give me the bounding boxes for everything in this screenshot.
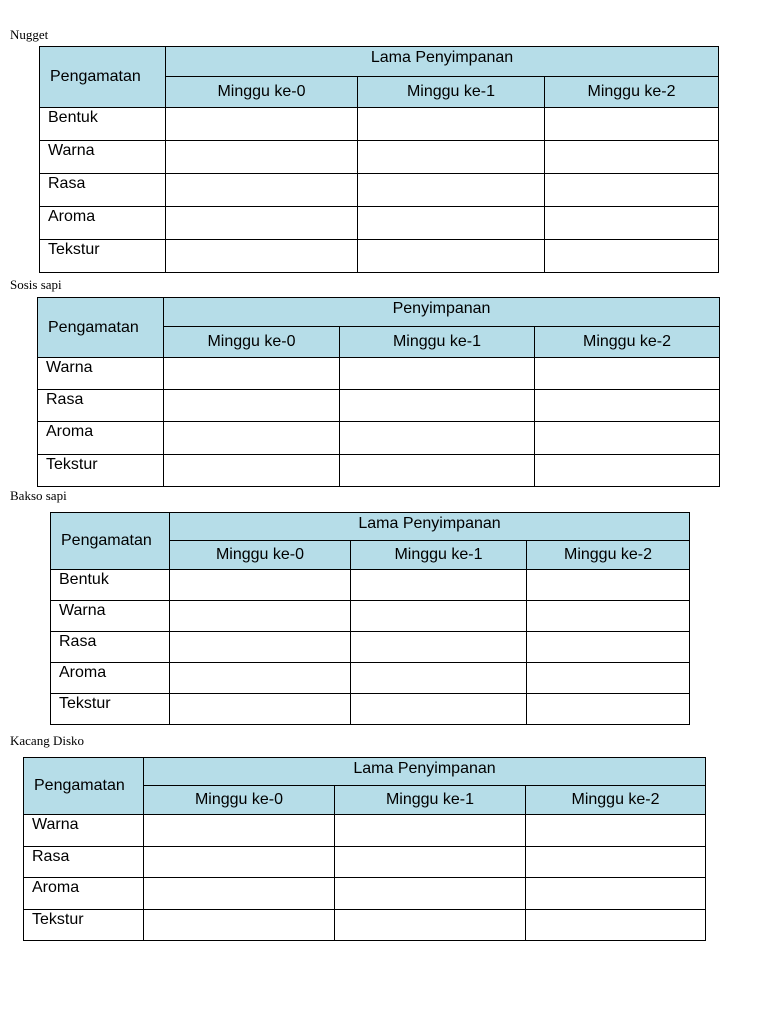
table-cell — [535, 455, 720, 487]
table-cell — [545, 207, 719, 240]
table-cell — [526, 910, 706, 941]
header-col: Minggu ke-1 — [358, 77, 545, 108]
row-label: Aroma — [51, 663, 170, 694]
table-cell — [170, 694, 351, 725]
header-group: Penyimpanan — [164, 298, 720, 327]
observation-table — [39, 46, 719, 273]
table-cell — [335, 815, 526, 847]
table-cell — [358, 240, 545, 273]
header-col: Minggu ke-1 — [351, 541, 527, 570]
table-cell — [144, 847, 335, 878]
header-col: Minggu ke-2 — [535, 327, 720, 358]
table-cell — [144, 878, 335, 910]
table-cell — [527, 570, 690, 601]
table-cell — [166, 174, 358, 207]
table-cell — [527, 694, 690, 725]
row-label: Tekstur — [38, 455, 164, 487]
table-cell — [166, 207, 358, 240]
table-cell — [170, 601, 351, 632]
table-cell — [144, 815, 335, 847]
table-cell — [545, 141, 719, 174]
header-col: Minggu ke-0 — [166, 77, 358, 108]
header-group: Lama Penyimpanan — [166, 47, 719, 77]
row-label: Rasa — [51, 632, 170, 663]
observation-table — [37, 297, 720, 487]
header-col: Minggu ke-2 — [545, 77, 719, 108]
table-cell — [358, 108, 545, 141]
table-cell — [164, 390, 340, 422]
header-group: Lama Penyimpanan — [170, 513, 690, 541]
header-col: Minggu ke-2 — [526, 786, 706, 815]
table-cell — [351, 601, 527, 632]
table-cell — [335, 847, 526, 878]
table-cell — [170, 663, 351, 694]
table-cell — [535, 390, 720, 422]
observation-table — [50, 512, 690, 725]
table-cell — [351, 663, 527, 694]
table-cell — [166, 108, 358, 141]
table-cell — [351, 570, 527, 601]
table-cell — [340, 358, 535, 390]
header-col: Minggu ke-0 — [170, 541, 351, 570]
table-cell — [166, 141, 358, 174]
header-col: Minggu ke-1 — [335, 786, 526, 815]
table-cell — [527, 663, 690, 694]
row-label: Warna — [38, 358, 164, 390]
section-caption: Sosis sapi — [10, 277, 62, 292]
table-cell — [340, 422, 535, 455]
row-label: Aroma — [40, 207, 166, 240]
table-cell — [166, 240, 358, 273]
table-cell — [358, 207, 545, 240]
table-cell — [351, 632, 527, 663]
table-cell — [527, 601, 690, 632]
observation-table — [23, 757, 706, 941]
header-group: Lama Penyimpanan — [144, 758, 706, 786]
section-caption: Kacang Disko — [10, 733, 85, 748]
section-caption: Bakso sapi — [10, 488, 67, 503]
row-label: Bentuk — [51, 570, 170, 601]
section-caption: Nugget — [10, 27, 49, 42]
table-cell — [164, 422, 340, 455]
table-cell — [545, 108, 719, 141]
row-label: Rasa — [38, 390, 164, 422]
header-pengamatan: Pengamatan — [40, 47, 166, 108]
row-label: Rasa — [24, 847, 144, 878]
row-label: Warna — [51, 601, 170, 632]
table-cell — [545, 174, 719, 207]
table-cell — [340, 455, 535, 487]
table-cell — [526, 847, 706, 878]
row-label: Aroma — [24, 878, 144, 910]
table-cell — [358, 141, 545, 174]
table-cell — [351, 694, 527, 725]
row-label: Warna — [24, 815, 144, 847]
row-label: Bentuk — [40, 108, 166, 141]
table-cell — [170, 632, 351, 663]
header-col: Minggu ke-0 — [164, 327, 340, 358]
table-cell — [164, 358, 340, 390]
table-cell — [526, 815, 706, 847]
table-cell — [144, 910, 335, 941]
table-cell — [170, 570, 351, 601]
row-label: Tekstur — [51, 694, 170, 725]
table-cell — [164, 455, 340, 487]
table-cell — [526, 878, 706, 910]
header-col: Minggu ke-2 — [527, 541, 690, 570]
table-cell — [340, 390, 535, 422]
table-cell — [335, 910, 526, 941]
table-cell — [335, 878, 526, 910]
table-cell — [535, 422, 720, 455]
header-pengamatan: Pengamatan — [38, 298, 164, 358]
table-cell — [527, 632, 690, 663]
table-cell — [358, 174, 545, 207]
row-label: Tekstur — [24, 910, 144, 941]
header-col: Minggu ke-1 — [340, 327, 535, 358]
header-pengamatan: Pengamatan — [24, 758, 144, 815]
row-label: Warna — [40, 141, 166, 174]
table-cell — [545, 240, 719, 273]
row-label: Aroma — [38, 422, 164, 455]
header-col: Minggu ke-0 — [144, 786, 335, 815]
header-pengamatan: Pengamatan — [51, 513, 170, 570]
table-cell — [535, 358, 720, 390]
row-label: Tekstur — [40, 240, 166, 273]
row-label: Rasa — [40, 174, 166, 207]
